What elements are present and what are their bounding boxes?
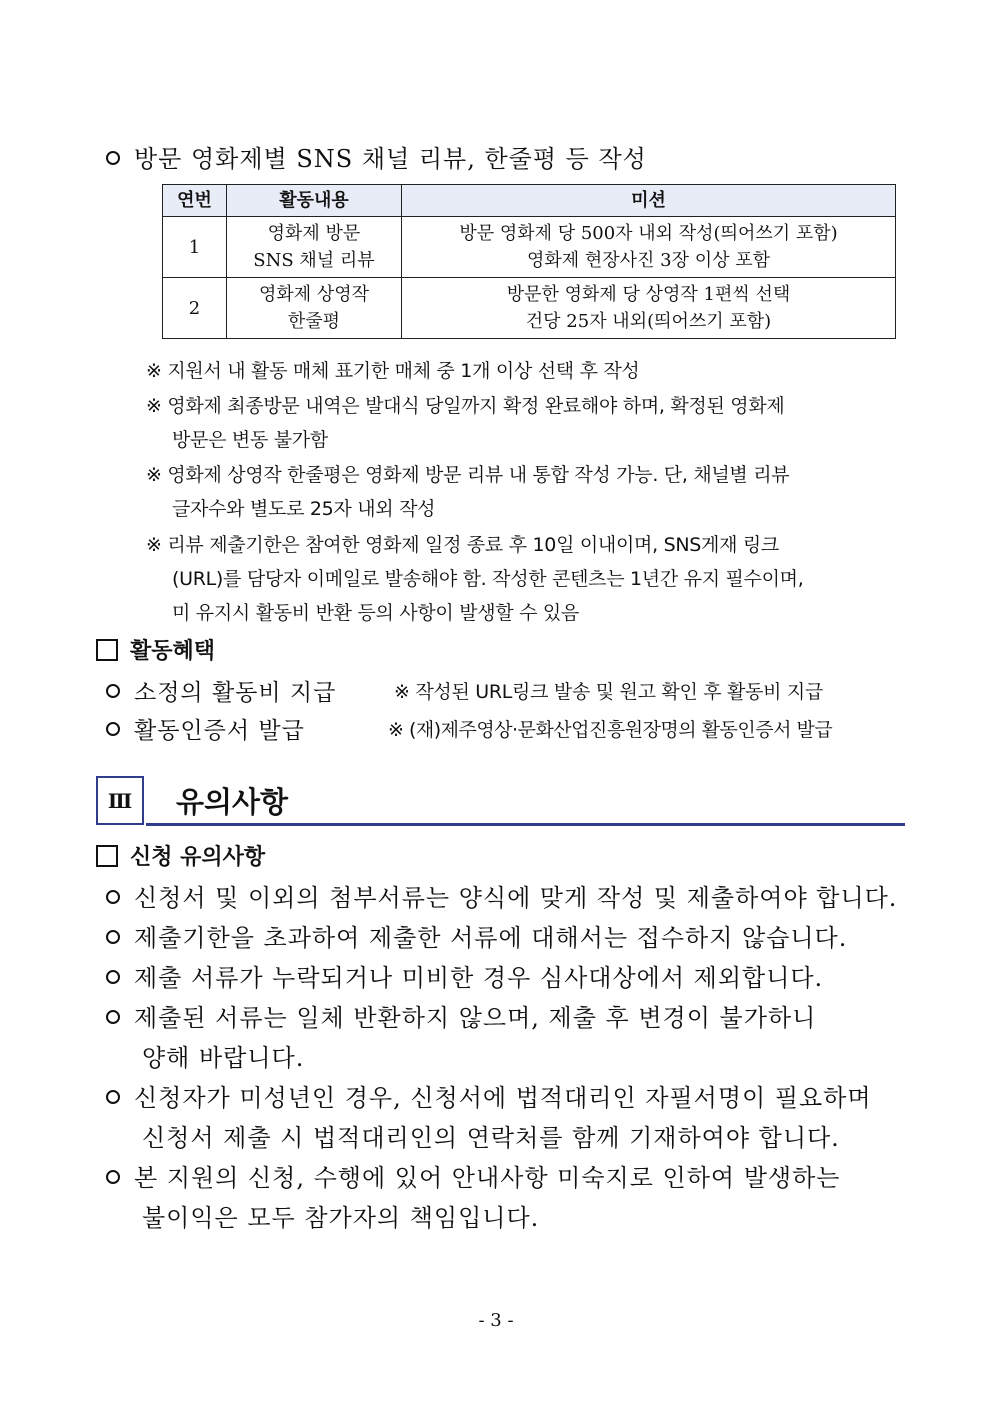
row-mission: [402, 217, 896, 278]
benefit-note: ※ (재)제주영상·문화산업진흥원장명의 활동인증서 발급: [388, 719, 833, 741]
hollow-circle-bullet-icon: [106, 1010, 120, 1024]
note-line: ※ 영화제 상영작 한줄평은 영화제 방문 리뷰 내 통합 작성 가능. 단, 채널별 리뷰: [146, 464, 790, 486]
notice-item: [106, 998, 816, 1033]
table-header-mission: 미션: [402, 185, 896, 217]
table-header-no: 연번: [163, 185, 227, 217]
notice-text-cont: 양해 바랍니다.: [142, 1044, 305, 1072]
empty-square-icon: [96, 639, 118, 661]
row-no: 1: [163, 217, 227, 278]
hollow-circle-bullet-icon: [106, 684, 120, 698]
notice-text: 제출기한을 초과하여 제출한 서류에 대해서는 접수하지 않습니다.: [134, 924, 848, 952]
row-activity: [227, 278, 402, 339]
note-line: 글자수와 별도로 25자 내외 작성: [172, 498, 436, 520]
table-header-activity: 활동내용: [227, 185, 402, 217]
benefit-label: 소정의 활동비 지급: [134, 680, 337, 706]
hollow-circle-bullet-icon: [106, 930, 120, 944]
notice-text: 신청자가 미성년인 경우, 신청서에 법적대리인 자필서명이 필요하며: [134, 1084, 872, 1112]
hollow-circle-bullet-icon: [106, 1170, 120, 1184]
row-activity-line: SNS 채널 리뷰: [253, 250, 375, 271]
row-mission-line: 영화제 현장사진 3장 이상 포함: [527, 250, 770, 271]
intro-bullet: [106, 139, 647, 174]
section-divider: [146, 823, 905, 826]
row-activity-line: 영화제 상영작: [258, 284, 370, 305]
mission-table: [162, 184, 896, 339]
note-line: ※ 영화제 최종방문 내역은 발대식 당일까지 확정 완료해야 하며, 확정된 영화제: [146, 395, 785, 417]
application-notes-heading: [96, 840, 265, 871]
benefit-item: [106, 674, 336, 707]
section-numeral-box: [96, 776, 144, 825]
row-activity-line: 영화제 방문: [267, 223, 361, 244]
table-row: [163, 278, 896, 339]
notice-text: 본 지원의 신청, 수행에 있어 안내사항 미숙지로 인하여 발생하는: [134, 1164, 841, 1192]
benefit-item: [106, 712, 305, 745]
benefits-heading: [96, 634, 215, 665]
row-mission: [402, 278, 896, 339]
section-numeral: Ⅲ: [107, 788, 133, 813]
note-line: ※ 지원서 내 활동 매체 표기한 매체 중 1개 이상 선택 후 작성: [146, 360, 640, 382]
hollow-circle-bullet-icon: [106, 1090, 120, 1104]
note-line: (URL)를 담당자 이메일로 발송해야 함. 작성한 콘텐츠는 1년간 유지 필수이며,: [172, 568, 804, 590]
row-activity-line: 한줄평: [287, 311, 341, 332]
benefit-note: ※ 작성된 URL링크 발송 및 원고 확인 후 활동비 지급: [394, 681, 824, 703]
table-row: [163, 217, 896, 278]
notice-item: [106, 918, 847, 953]
row-mission-line: 방문 영화제 당 500자 내외 작성(띄어쓰기 포함): [459, 223, 838, 244]
notice-item: [106, 958, 823, 993]
application-notes-heading-text: 신청 유의사항: [130, 845, 266, 870]
notice-text: 신청서 및 이외의 첨부서류는 양식에 맞게 작성 및 제출하여야 합니다.: [134, 884, 898, 912]
note-line: ※ 리뷰 제출기한은 참여한 영화제 일정 종료 후 10일 이내이며, SNS게재 링크: [146, 534, 779, 556]
note-line: 미 유지시 활동비 반환 등의 사항이 발생할 수 있음: [172, 602, 579, 624]
intro-bullet-text: 방문 영화제별 SNS 채널 리뷰, 한줄평 등 작성: [134, 145, 647, 173]
notice-text: 제출 서류가 누락되거나 미비한 경우 심사대상에서 제외합니다.: [134, 964, 824, 992]
note-line: 방문은 변동 불가함: [172, 429, 328, 451]
hollow-circle-bullet-icon: [106, 722, 120, 736]
empty-square-icon: [96, 845, 118, 867]
table-header-row: [163, 185, 896, 217]
row-activity: [227, 217, 402, 278]
hollow-circle-bullet-icon: [106, 151, 120, 165]
benefits-heading-text: 활동혜택: [130, 639, 216, 664]
benefit-label: 활동인증서 발급: [134, 718, 305, 744]
notice-text-cont: 불이익은 모두 참가자의 책임입니다.: [142, 1204, 540, 1232]
section-title: 유의사항: [176, 785, 289, 819]
notice-item: [106, 1158, 840, 1193]
row-mission-line: 건당 25자 내외(띄어쓰기 포함): [525, 311, 772, 332]
notice-item: [106, 878, 897, 913]
hollow-circle-bullet-icon: [106, 970, 120, 984]
notice-text-cont: 신청서 제출 시 법적대리인의 연락처를 함께 기재하여야 합니다.: [142, 1124, 840, 1152]
hollow-circle-bullet-icon: [106, 890, 120, 904]
notice-text: 제출된 서류는 일체 반환하지 않으며, 제출 후 변경이 불가하니: [134, 1004, 817, 1032]
row-no: 2: [163, 278, 227, 339]
notice-item: [106, 1078, 872, 1113]
page-number: - 3 -: [478, 1310, 514, 1331]
row-mission-line: 방문한 영화제 당 상영작 1편씩 선택: [506, 284, 791, 305]
